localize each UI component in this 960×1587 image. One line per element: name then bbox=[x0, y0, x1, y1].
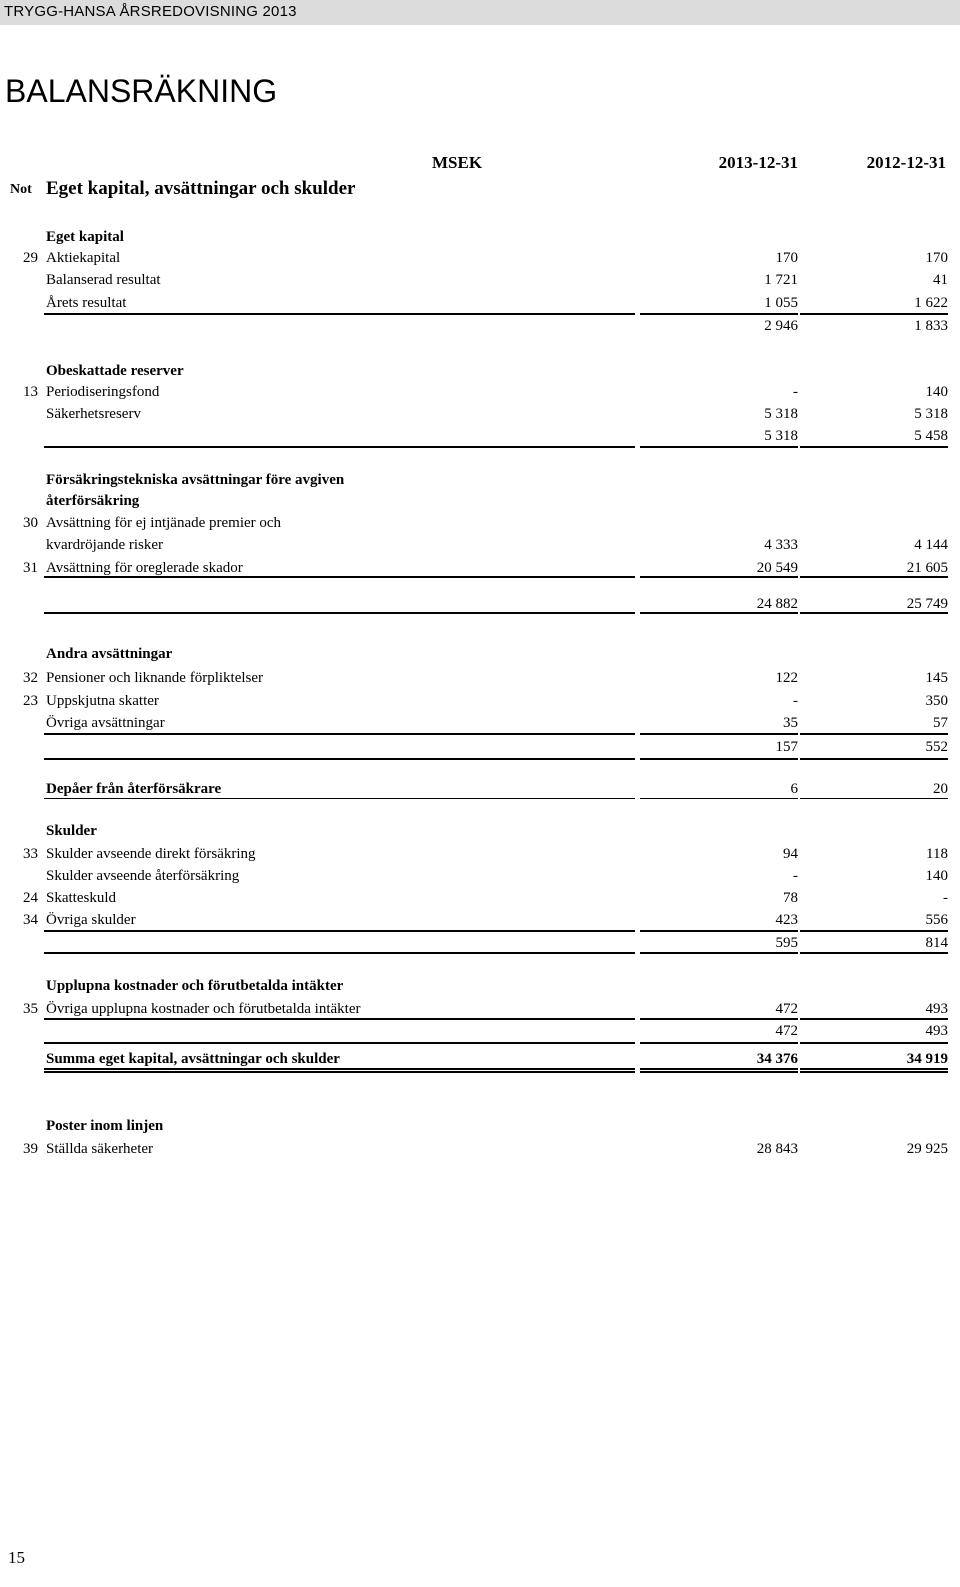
row-value-2012: 118 bbox=[926, 846, 948, 862]
row-value-2012: - bbox=[943, 890, 948, 906]
divider-line bbox=[640, 930, 798, 932]
divider-line bbox=[44, 798, 635, 799]
row-value-2013: 78 bbox=[783, 890, 798, 906]
row-value-2013: - bbox=[793, 693, 798, 709]
row-value-2013: 34 376 bbox=[756, 1051, 798, 1067]
row-value-2012: 21 605 bbox=[906, 560, 948, 576]
row-value-2013: 423 bbox=[775, 912, 798, 928]
row-value-2012: 20 bbox=[933, 781, 948, 797]
divider-line bbox=[44, 576, 635, 578]
row-value-2013: 20 549 bbox=[756, 560, 798, 576]
row-value-2013: 157 bbox=[775, 739, 798, 755]
row-label: Obeskattade reserver bbox=[46, 363, 184, 379]
divider-line bbox=[44, 952, 635, 954]
divider-line bbox=[44, 446, 635, 448]
row-note: 32 bbox=[23, 670, 38, 686]
row-value-2013: 24 882 bbox=[756, 596, 798, 612]
row-value-2013: 472 bbox=[775, 1001, 798, 1017]
divider-line bbox=[44, 1068, 635, 1070]
column-header-2012: 2012-12-31 bbox=[866, 153, 946, 172]
divider-line bbox=[640, 1068, 798, 1070]
row-label: Avsättning för ej intjänade premier och bbox=[46, 515, 282, 531]
divider-line bbox=[44, 1042, 635, 1044]
row-note: 35 bbox=[23, 1001, 38, 1017]
row-value-2013: 4 333 bbox=[764, 537, 798, 553]
page-title: BALANSRÄKNING bbox=[5, 73, 278, 109]
row-value-2012: 1 622 bbox=[914, 295, 948, 311]
row-value-2013: 170 bbox=[775, 250, 798, 266]
row-value-2012: 1 833 bbox=[914, 318, 948, 334]
row-value-2012: 25 749 bbox=[906, 596, 948, 612]
row-value-2013: 1 721 bbox=[764, 272, 798, 288]
divider-line bbox=[640, 1018, 798, 1020]
row-value-2012: 34 919 bbox=[906, 1051, 948, 1067]
divider-line bbox=[640, 798, 798, 799]
row-label: Balanserad resultat bbox=[46, 272, 161, 288]
row-value-2012: 350 bbox=[925, 693, 948, 709]
column-header-2013: 2013-12-31 bbox=[718, 153, 798, 172]
row-label: Övriga upplupna kostnader och förutbetalda intäkter bbox=[46, 1001, 361, 1017]
divider-line bbox=[44, 733, 635, 735]
divider-line bbox=[44, 930, 635, 932]
row-value-2013: 1 055 bbox=[764, 295, 798, 311]
divider-line bbox=[800, 952, 948, 954]
row-note: 23 bbox=[23, 693, 38, 709]
row-note: 33 bbox=[23, 846, 38, 862]
row-value-2013: 94 bbox=[783, 846, 798, 862]
row-value-2012: 5 458 bbox=[914, 428, 948, 444]
row-value-2012: 140 bbox=[925, 868, 948, 884]
row-label: kvardröjande risker bbox=[46, 537, 164, 553]
divider-line bbox=[640, 1042, 798, 1044]
row-label: Skatteskuld bbox=[46, 890, 116, 906]
divider-line bbox=[640, 733, 798, 735]
row-value-2012: 57 bbox=[933, 715, 948, 731]
row-value-2012: 170 bbox=[925, 250, 948, 266]
row-label: Depåer från återförsäkrare bbox=[46, 781, 222, 797]
divider-line bbox=[800, 930, 948, 932]
divider-line bbox=[800, 446, 948, 448]
row-value-2012: 29 925 bbox=[906, 1141, 948, 1157]
divider-line bbox=[44, 1071, 635, 1073]
row-label: Försäkringstekniska avsättningar före avgiven bbox=[46, 472, 345, 488]
divider-line bbox=[44, 313, 635, 315]
row-label: Övriga avsättningar bbox=[46, 715, 165, 731]
row-label: Poster inom linjen bbox=[46, 1118, 164, 1134]
row-label: Årets resultat bbox=[46, 295, 127, 311]
row-value-2013: 122 bbox=[775, 670, 798, 686]
row-label: Upplupna kostnader och förutbetalda intäkter bbox=[46, 978, 344, 994]
row-note: 39 bbox=[23, 1141, 38, 1157]
row-value-2013: 472 bbox=[775, 1023, 798, 1039]
row-note: 13 bbox=[23, 384, 38, 400]
row-value-2012: 556 bbox=[925, 912, 948, 928]
row-label: Uppskjutna skatter bbox=[46, 693, 159, 709]
row-note: 34 bbox=[23, 912, 38, 928]
column-header-unit: MSEK bbox=[432, 153, 483, 172]
row-label: Skulder avseende direkt försäkring bbox=[46, 846, 256, 862]
row-note: 29 bbox=[23, 250, 38, 266]
divider-line bbox=[800, 758, 948, 760]
row-label: Säkerhetsreserv bbox=[46, 406, 141, 422]
row-label: Skulder bbox=[46, 823, 97, 839]
divider-line bbox=[640, 1071, 798, 1073]
row-label: Eget kapital bbox=[46, 229, 124, 245]
row-value-2013: 28 843 bbox=[756, 1141, 798, 1157]
row-label: Periodiseringsfond bbox=[46, 384, 160, 400]
divider-line bbox=[640, 576, 798, 578]
row-label: Ställda säkerheter bbox=[46, 1141, 154, 1157]
row-label: återförsäkring bbox=[46, 493, 140, 509]
row-label: Skulder avseende återförsäkring bbox=[46, 868, 240, 884]
report-header-title: TRYGG-HANSA ÅRSREDOVISNING 2013 bbox=[4, 3, 297, 20]
row-value-2013: 2 946 bbox=[764, 318, 798, 334]
row-value-2013: - bbox=[793, 868, 798, 884]
row-label: Andra avsättningar bbox=[46, 646, 173, 662]
column-header-not: Not bbox=[10, 182, 32, 197]
row-note: 30 bbox=[23, 515, 38, 531]
row-label: Pensioner och liknande förpliktelser bbox=[46, 670, 264, 686]
row-value-2012: 4 144 bbox=[914, 537, 948, 553]
row-value-2012: 140 bbox=[925, 384, 948, 400]
row-value-2012: 5 318 bbox=[914, 406, 948, 422]
row-value-2012: 814 bbox=[925, 935, 948, 951]
report-header-bar bbox=[0, 0, 960, 25]
row-value-2012: 493 bbox=[925, 1001, 948, 1017]
divider-line bbox=[44, 758, 635, 760]
divider-line bbox=[800, 1068, 948, 1070]
divider-line bbox=[800, 1042, 948, 1044]
row-value-2013: 6 bbox=[790, 781, 798, 797]
row-value-2012: 41 bbox=[933, 272, 948, 288]
divider-line bbox=[640, 758, 798, 760]
row-value-2013: 5 318 bbox=[764, 406, 798, 422]
divider-line bbox=[800, 798, 948, 799]
row-note: 24 bbox=[23, 890, 38, 906]
divider-line bbox=[800, 733, 948, 735]
divider-line bbox=[44, 1018, 635, 1020]
page-number: 15 bbox=[8, 1548, 25, 1567]
divider-line bbox=[640, 446, 798, 448]
row-label: Avsättning för oreglerade skador bbox=[46, 560, 243, 576]
divider-line bbox=[800, 1018, 948, 1020]
row-value-2013: 35 bbox=[783, 715, 798, 731]
divider-line bbox=[800, 313, 948, 315]
row-value-2013: 595 bbox=[775, 935, 798, 951]
row-value-2012: 552 bbox=[925, 739, 948, 755]
row-value-2012: 145 bbox=[925, 670, 948, 686]
row-note: 31 bbox=[23, 560, 38, 576]
divider-line bbox=[640, 952, 798, 954]
row-value-2013: - bbox=[793, 384, 798, 400]
divider-line bbox=[800, 612, 948, 614]
divider-line bbox=[640, 612, 798, 614]
divider-line bbox=[800, 1071, 948, 1073]
row-label: Övriga skulder bbox=[46, 912, 136, 928]
divider-line bbox=[44, 612, 635, 614]
section-title: Eget kapital, avsättningar och skulder bbox=[46, 178, 356, 199]
row-value-2013: 5 318 bbox=[764, 428, 798, 444]
divider-line bbox=[800, 576, 948, 578]
row-label: Aktiekapital bbox=[46, 250, 121, 266]
row-value-2012: 493 bbox=[925, 1023, 948, 1039]
row-label: Summa eget kapital, avsättningar och skulder bbox=[46, 1051, 340, 1067]
divider-line bbox=[640, 313, 798, 315]
